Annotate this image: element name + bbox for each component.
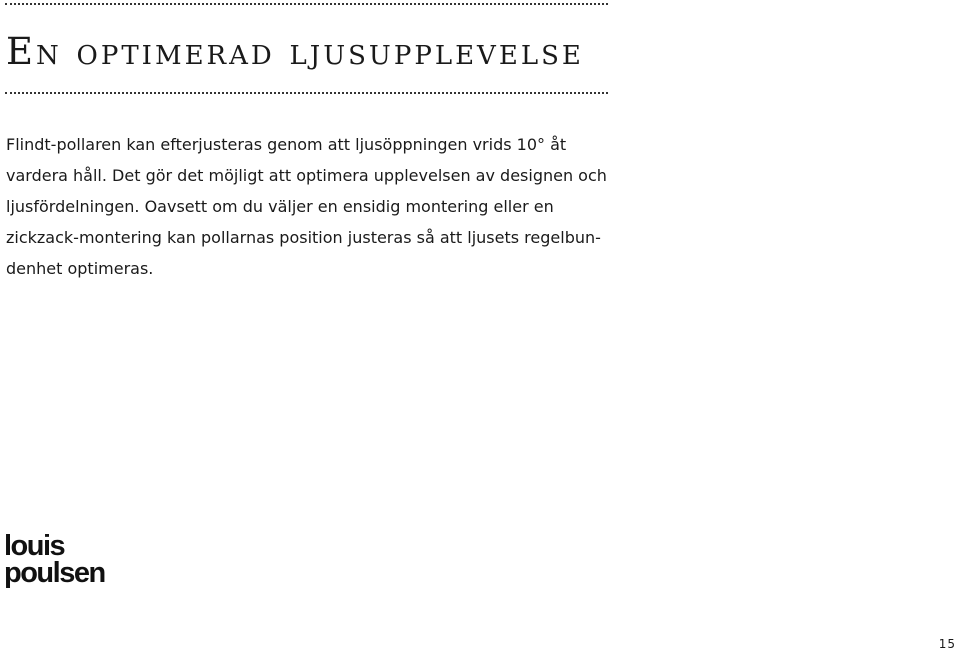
top-dotted-rule [5,3,608,5]
title-dotted-rule [5,92,608,94]
page-title: En optimerad ljusupplevelse [6,30,584,73]
louis-poulsen-logo [4,530,105,589]
body-paragraph: Flindt-pollaren kan efterjusteras genom att ljusöppningen vrids 10° åt vardera håll. Det gör det möjligt att optimera upplevelsen av designen och ljusfördelningen. Oavsett om du väljer en ensidig montering eller en zickzack-montering kan pollarnas position justeras så att ljusets regelbundenhet optimeras. [6,135,607,278]
logo-line-louis: louis [4,530,65,562]
page-number: 15 [938,637,956,651]
logo-line-poulsen: poulsen [4,557,105,589]
